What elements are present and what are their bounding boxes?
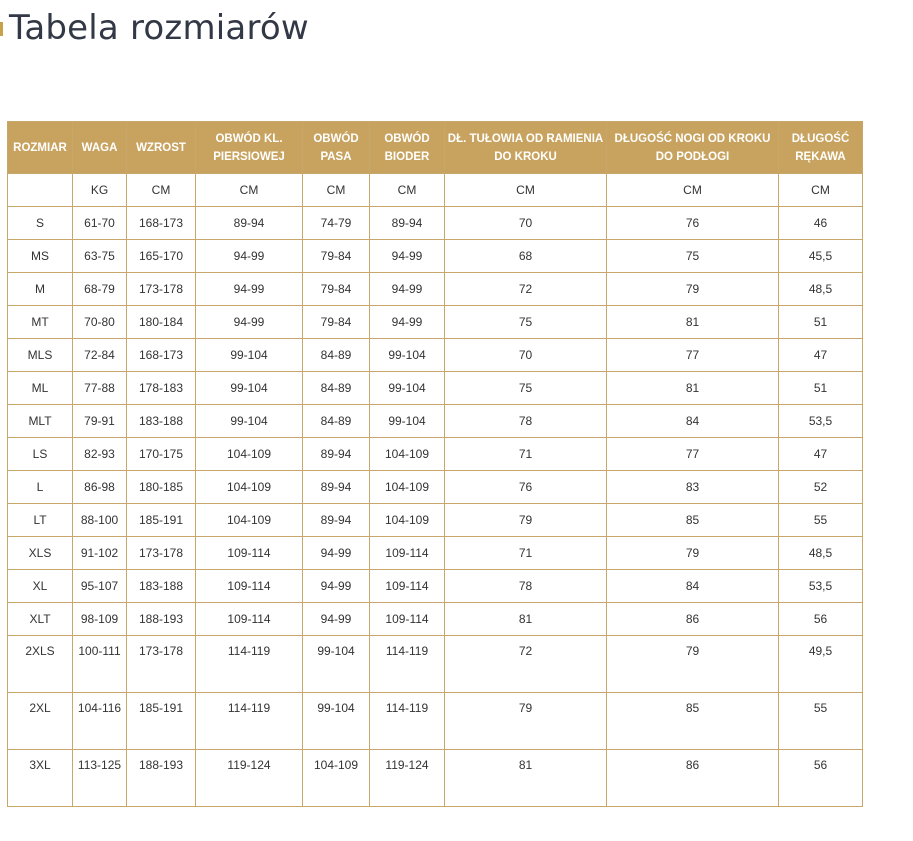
cell-weight: 77-88 <box>73 372 127 405</box>
unit-cell: CM <box>196 174 303 207</box>
cell-leg: 84 <box>607 570 779 603</box>
cell-weight: 70-80 <box>73 306 127 339</box>
cell-size: MS <box>8 240 73 273</box>
cell-hips: 114-119 <box>370 693 445 750</box>
table-row <box>8 603 863 636</box>
cell-sleeve: 48,5 <box>779 273 863 306</box>
cell-leg: 86 <box>607 603 779 636</box>
cell-torso: 78 <box>445 405 607 438</box>
cell-sleeve: 49,5 <box>779 636 863 693</box>
cell-leg: 76 <box>607 207 779 240</box>
cell-sleeve: 55 <box>779 693 863 750</box>
table-row <box>8 570 863 603</box>
cell-torso: 70 <box>445 339 607 372</box>
cell-waist: 74-79 <box>303 207 370 240</box>
header-chest: OBWÓD KL. PIERSIOWEJ <box>196 122 303 174</box>
cell-chest: 99-104 <box>196 339 303 372</box>
cell-sleeve: 56 <box>779 750 863 807</box>
cell-height: 185-191 <box>127 693 196 750</box>
cell-height: 180-184 <box>127 306 196 339</box>
cell-height: 168-173 <box>127 207 196 240</box>
cell-weight: 98-109 <box>73 603 127 636</box>
cell-hips: 104-109 <box>370 504 445 537</box>
table-row <box>8 240 863 273</box>
header-row <box>8 122 863 174</box>
unit-cell: CM <box>303 174 370 207</box>
table-row <box>8 471 863 504</box>
cell-torso: 68 <box>445 240 607 273</box>
cell-height: 178-183 <box>127 372 196 405</box>
table-row <box>8 273 863 306</box>
header-leg: DŁUGOŚĆ NOGI OD KROKU DO PODŁOGI <box>607 122 779 174</box>
cell-size: 2XLS <box>8 636 73 693</box>
header-height: WZROST <box>127 122 196 174</box>
cell-waist: 99-104 <box>303 693 370 750</box>
cell-chest: 99-104 <box>196 405 303 438</box>
cell-weight: 104-116 <box>73 693 127 750</box>
header-weight: WAGA <box>73 122 127 174</box>
table-row <box>8 372 863 405</box>
cell-sleeve: 55 <box>779 504 863 537</box>
cell-weight: 68-79 <box>73 273 127 306</box>
cell-size: XLS <box>8 537 73 570</box>
cell-waist: 84-89 <box>303 405 370 438</box>
cell-height: 188-193 <box>127 750 196 807</box>
unit-cell: CM <box>779 174 863 207</box>
cell-waist: 84-89 <box>303 339 370 372</box>
cell-height: 173-178 <box>127 636 196 693</box>
table-row <box>8 306 863 339</box>
cell-weight: 100-111 <box>73 636 127 693</box>
cell-waist: 89-94 <box>303 471 370 504</box>
cell-torso: 75 <box>445 306 607 339</box>
cell-sleeve: 51 <box>779 372 863 405</box>
page-title: Tabela rozmiarów <box>9 8 309 48</box>
cell-sleeve: 51 <box>779 306 863 339</box>
cell-hips: 94-99 <box>370 240 445 273</box>
cell-torso: 75 <box>445 372 607 405</box>
cell-leg: 81 <box>607 306 779 339</box>
cell-height: 188-193 <box>127 603 196 636</box>
cell-size: 2XL <box>8 693 73 750</box>
cell-size: LT <box>8 504 73 537</box>
cell-weight: 88-100 <box>73 504 127 537</box>
cell-chest: 104-109 <box>196 504 303 537</box>
cell-height: 168-173 <box>127 339 196 372</box>
table-row <box>8 636 863 693</box>
cell-chest: 94-99 <box>196 273 303 306</box>
cell-waist: 79-84 <box>303 273 370 306</box>
cell-sleeve: 53,5 <box>779 405 863 438</box>
cell-hips: 99-104 <box>370 372 445 405</box>
cell-torso: 72 <box>445 636 607 693</box>
cell-weight: 113-125 <box>73 750 127 807</box>
cell-leg: 83 <box>607 471 779 504</box>
cell-hips: 89-94 <box>370 207 445 240</box>
header-torso: DŁ. TUŁOWIA OD RAMIENIA DO KROKU <box>445 122 607 174</box>
size-chart-table <box>7 121 863 807</box>
cell-hips: 99-104 <box>370 405 445 438</box>
table-row <box>8 537 863 570</box>
cell-weight: 79-91 <box>73 405 127 438</box>
cell-hips: 99-104 <box>370 339 445 372</box>
cell-size: MT <box>8 306 73 339</box>
cell-weight: 61-70 <box>73 207 127 240</box>
table-row <box>8 207 863 240</box>
cell-chest: 109-114 <box>196 537 303 570</box>
cell-waist: 84-89 <box>303 372 370 405</box>
cell-waist: 99-104 <box>303 636 370 693</box>
cell-sleeve: 45,5 <box>779 240 863 273</box>
cell-chest: 104-109 <box>196 471 303 504</box>
cell-hips: 109-114 <box>370 570 445 603</box>
cell-leg: 85 <box>607 693 779 750</box>
cell-hips: 114-119 <box>370 636 445 693</box>
cell-size: XLT <box>8 603 73 636</box>
cell-height: 183-188 <box>127 405 196 438</box>
cell-weight: 82-93 <box>73 438 127 471</box>
table-row <box>8 339 863 372</box>
cell-leg: 79 <box>607 636 779 693</box>
cell-weight: 63-75 <box>73 240 127 273</box>
table-row <box>8 504 863 537</box>
cell-size: XL <box>8 570 73 603</box>
cell-sleeve: 46 <box>779 207 863 240</box>
cell-weight: 95-107 <box>73 570 127 603</box>
cell-chest: 104-109 <box>196 438 303 471</box>
cell-chest: 114-119 <box>196 693 303 750</box>
cell-leg: 81 <box>607 372 779 405</box>
unit-cell <box>8 174 73 207</box>
cell-waist: 94-99 <box>303 537 370 570</box>
cell-sleeve: 47 <box>779 438 863 471</box>
unit-cell: CM <box>370 174 445 207</box>
unit-cell: KG <box>73 174 127 207</box>
table-row <box>8 750 863 807</box>
cell-chest: 109-114 <box>196 570 303 603</box>
cell-height: 173-178 <box>127 273 196 306</box>
cell-weight: 91-102 <box>73 537 127 570</box>
table-row <box>8 693 863 750</box>
cell-size: S <box>8 207 73 240</box>
cell-size: MLS <box>8 339 73 372</box>
cell-leg: 85 <box>607 504 779 537</box>
cell-chest: 94-99 <box>196 306 303 339</box>
cell-hips: 94-99 <box>370 306 445 339</box>
cell-torso: 81 <box>445 603 607 636</box>
cell-chest: 94-99 <box>196 240 303 273</box>
unit-cell: CM <box>127 174 196 207</box>
cell-sleeve: 47 <box>779 339 863 372</box>
cell-waist: 79-84 <box>303 240 370 273</box>
cell-torso: 76 <box>445 471 607 504</box>
cell-leg: 79 <box>607 273 779 306</box>
cell-waist: 94-99 <box>303 570 370 603</box>
header-hips: OBWÓD BIODER <box>370 122 445 174</box>
header-waist: OBWÓD PASA <box>303 122 370 174</box>
cell-torso: 70 <box>445 207 607 240</box>
cell-hips: 109-114 <box>370 603 445 636</box>
cell-chest: 89-94 <box>196 207 303 240</box>
cell-size: MLT <box>8 405 73 438</box>
cell-torso: 71 <box>445 537 607 570</box>
cell-sleeve: 48,5 <box>779 537 863 570</box>
cell-torso: 79 <box>445 693 607 750</box>
cell-height: 185-191 <box>127 504 196 537</box>
cell-size: 3XL <box>8 750 73 807</box>
cell-chest: 114-119 <box>196 636 303 693</box>
unit-cell: CM <box>445 174 607 207</box>
cell-leg: 77 <box>607 438 779 471</box>
cell-torso: 72 <box>445 273 607 306</box>
cell-waist: 104-109 <box>303 750 370 807</box>
cell-leg: 86 <box>607 750 779 807</box>
cell-size: M <box>8 273 73 306</box>
cell-waist: 94-99 <box>303 603 370 636</box>
cell-torso: 78 <box>445 570 607 603</box>
cell-torso: 71 <box>445 438 607 471</box>
cell-height: 173-178 <box>127 537 196 570</box>
header-sleeve: DŁUGOŚĆ RĘKAWA <box>779 122 863 174</box>
cell-chest: 119-124 <box>196 750 303 807</box>
cell-leg: 84 <box>607 405 779 438</box>
cell-chest: 99-104 <box>196 372 303 405</box>
units-row <box>8 174 863 207</box>
cell-hips: 104-109 <box>370 471 445 504</box>
cell-height: 183-188 <box>127 570 196 603</box>
cell-leg: 77 <box>607 339 779 372</box>
cell-size: L <box>8 471 73 504</box>
cell-sleeve: 56 <box>779 603 863 636</box>
cell-height: 180-185 <box>127 471 196 504</box>
cell-sleeve: 53,5 <box>779 570 863 603</box>
cell-weight: 72-84 <box>73 339 127 372</box>
cell-weight: 86-98 <box>73 471 127 504</box>
cell-height: 165-170 <box>127 240 196 273</box>
cell-hips: 94-99 <box>370 273 445 306</box>
cell-chest: 109-114 <box>196 603 303 636</box>
title-accent-bar <box>0 22 3 36</box>
header-size: ROZMIAR <box>8 122 73 174</box>
cell-leg: 79 <box>607 537 779 570</box>
cell-leg: 75 <box>607 240 779 273</box>
unit-cell: CM <box>607 174 779 207</box>
cell-size: LS <box>8 438 73 471</box>
table-row <box>8 438 863 471</box>
table-row <box>8 405 863 438</box>
cell-size: ML <box>8 372 73 405</box>
cell-hips: 104-109 <box>370 438 445 471</box>
cell-waist: 79-84 <box>303 306 370 339</box>
cell-torso: 81 <box>445 750 607 807</box>
cell-hips: 109-114 <box>370 537 445 570</box>
table-body <box>8 207 863 807</box>
cell-torso: 79 <box>445 504 607 537</box>
cell-sleeve: 52 <box>779 471 863 504</box>
table-header <box>8 122 863 207</box>
cell-height: 170-175 <box>127 438 196 471</box>
cell-hips: 119-124 <box>370 750 445 807</box>
cell-waist: 89-94 <box>303 438 370 471</box>
cell-waist: 89-94 <box>303 504 370 537</box>
